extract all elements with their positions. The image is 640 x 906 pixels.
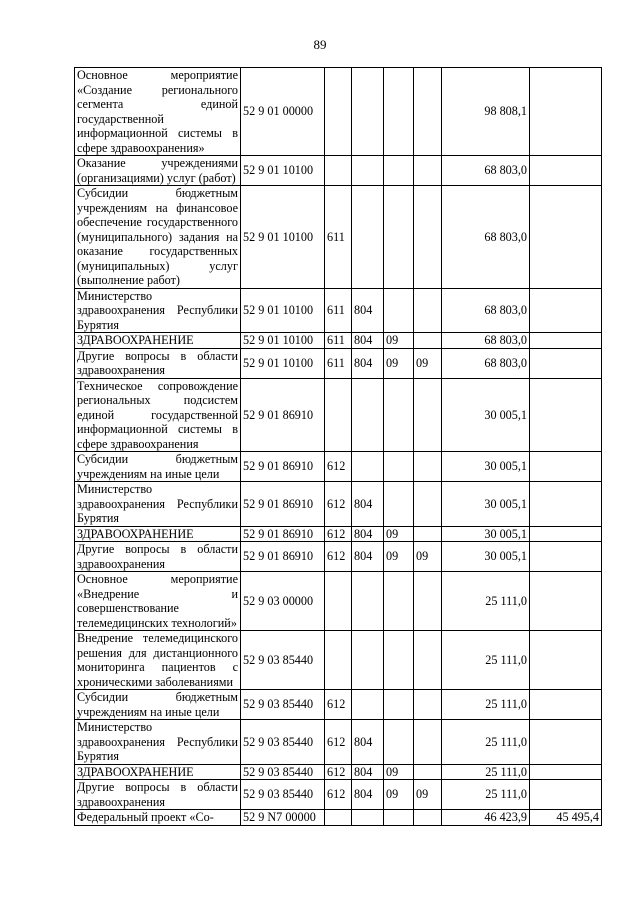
subsection-code <box>414 572 442 631</box>
ministry-code: 804 <box>352 780 384 810</box>
line-item-name: Другие вопросы в области здравоохранения <box>75 780 241 810</box>
expense-type-code: 612 <box>325 542 352 572</box>
amount-year-2 <box>530 482 602 527</box>
section-code: 09 <box>384 348 414 378</box>
amount-year-1: 68 803,0 <box>442 156 530 186</box>
section-code <box>384 720 414 765</box>
line-item-name: Субсидии бюджетным учреждениям на иные цели <box>75 690 241 720</box>
page-number: 89 <box>313 37 327 52</box>
expense-type-code: 612 <box>325 780 352 810</box>
ministry-code <box>352 452 384 482</box>
expense-type-code: 612 <box>325 452 352 482</box>
section-code <box>384 156 414 186</box>
target-article-code: 52 9 01 10100 <box>241 156 325 186</box>
table-row <box>75 68 602 156</box>
section-code <box>384 68 414 156</box>
ministry-code <box>352 186 384 289</box>
table-row <box>75 333 602 349</box>
table-row <box>75 378 602 452</box>
section-code <box>384 572 414 631</box>
subsection-code <box>414 288 442 333</box>
section-code <box>384 690 414 720</box>
table-row <box>75 452 602 482</box>
amount-year-2 <box>530 631 602 690</box>
ministry-code: 804 <box>352 348 384 378</box>
target-article-code: 52 9 01 86910 <box>241 542 325 572</box>
ministry-code: 804 <box>352 333 384 349</box>
subsection-code: 09 <box>414 542 442 572</box>
subsection-code <box>414 156 442 186</box>
amount-year-1: 30 005,1 <box>442 452 530 482</box>
subsection-code <box>414 452 442 482</box>
line-item-name: Министерство здравоохранения Республики Бурятия <box>75 288 241 333</box>
line-item-name: ЗДРАВООХРАНЕНИЕ <box>75 764 241 780</box>
section-code <box>384 482 414 527</box>
amount-year-1: 46 423,9 <box>442 810 530 826</box>
subsection-code <box>414 482 442 527</box>
table-row <box>75 186 602 289</box>
subsection-code: 09 <box>414 348 442 378</box>
subsection-code <box>414 631 442 690</box>
section-code <box>384 186 414 289</box>
table-row <box>75 288 602 333</box>
section-code <box>384 810 414 826</box>
line-item-name: Оказание учреждениями (организациями) услуг (работ) <box>75 156 241 186</box>
amount-year-2 <box>530 452 602 482</box>
target-article-code: 52 9 03 85440 <box>241 631 325 690</box>
amount-year-2 <box>530 690 602 720</box>
subsection-code: 09 <box>414 780 442 810</box>
amount-year-1: 30 005,1 <box>442 542 530 572</box>
ministry-code <box>352 572 384 631</box>
subsection-code <box>414 186 442 289</box>
amount-year-1: 25 111,0 <box>442 780 530 810</box>
section-code <box>384 631 414 690</box>
table-body <box>75 68 602 826</box>
target-article-code: 52 9 03 85440 <box>241 764 325 780</box>
section-code <box>384 378 414 452</box>
expense-type-code <box>325 68 352 156</box>
ministry-code <box>352 810 384 826</box>
amount-year-1: 68 803,0 <box>442 348 530 378</box>
amount-year-2 <box>530 542 602 572</box>
amount-year-1: 30 005,1 <box>442 482 530 527</box>
subsection-code <box>414 720 442 765</box>
expense-type-code <box>325 156 352 186</box>
expense-type-code <box>325 631 352 690</box>
section-code: 09 <box>384 780 414 810</box>
budget-table <box>74 67 602 826</box>
target-article-code: 52 9 01 10100 <box>241 333 325 349</box>
table-row <box>75 526 602 542</box>
expense-type-code: 611 <box>325 186 352 289</box>
subsection-code <box>414 333 442 349</box>
expense-type-code: 611 <box>325 288 352 333</box>
target-article-code: 52 9 03 85440 <box>241 780 325 810</box>
line-item-name: Министерство здравоохранения Республики Бурятия <box>75 482 241 527</box>
ministry-code <box>352 378 384 452</box>
target-article-code: 52 9 01 10100 <box>241 186 325 289</box>
amount-year-2 <box>530 156 602 186</box>
target-article-code: 52 9 03 00000 <box>241 572 325 631</box>
table-row <box>75 720 602 765</box>
expense-type-code: 612 <box>325 482 352 527</box>
amount-year-2 <box>530 378 602 452</box>
section-code <box>384 452 414 482</box>
section-code: 09 <box>384 764 414 780</box>
amount-year-1: 30 005,1 <box>442 526 530 542</box>
line-item-name: Техническое сопровождение региональных подсистем единой государственной информационной системы в сфере здравоохранения <box>75 378 241 452</box>
subsection-code <box>414 68 442 156</box>
expense-type-code: 612 <box>325 764 352 780</box>
expense-type-code <box>325 378 352 452</box>
target-article-code: 52 9 01 86910 <box>241 378 325 452</box>
ministry-code: 804 <box>352 482 384 527</box>
section-code: 09 <box>384 526 414 542</box>
table-row <box>75 156 602 186</box>
subsection-code <box>414 764 442 780</box>
target-article-code: 52 9 01 00000 <box>241 68 325 156</box>
table-row <box>75 348 602 378</box>
section-code: 09 <box>384 542 414 572</box>
ministry-code <box>352 156 384 186</box>
target-article-code: 52 9 01 86910 <box>241 526 325 542</box>
subsection-code <box>414 526 442 542</box>
section-code: 09 <box>384 333 414 349</box>
line-item-name: ЗДРАВООХРАНЕНИЕ <box>75 526 241 542</box>
line-item-name: Другие вопросы в области здравоохранения <box>75 348 241 378</box>
expense-type-code <box>325 572 352 631</box>
table-row <box>75 572 602 631</box>
amount-year-1: 25 111,0 <box>442 764 530 780</box>
ministry-code: 804 <box>352 288 384 333</box>
amount-year-1: 25 111,0 <box>442 720 530 765</box>
line-item-name: Другие вопросы в области здравоохранения <box>75 542 241 572</box>
expense-type-code: 612 <box>325 690 352 720</box>
amount-year-2 <box>530 68 602 156</box>
subsection-code <box>414 810 442 826</box>
amount-year-1: 30 005,1 <box>442 378 530 452</box>
amount-year-1: 25 111,0 <box>442 631 530 690</box>
amount-year-2 <box>530 780 602 810</box>
line-item-name: Внедрение телемедицинского решения для дистанционного мониторинга пациентов с хроническими заболеваниями <box>75 631 241 690</box>
ministry-code: 804 <box>352 764 384 780</box>
amount-year-1: 98 808,1 <box>442 68 530 156</box>
line-item-name: Основное мероприятие «Внедрение и совершенствование телемедицинских технологий» <box>75 572 241 631</box>
amount-year-1: 25 111,0 <box>442 572 530 631</box>
target-article-code: 52 9 01 86910 <box>241 482 325 527</box>
ministry-code: 804 <box>352 526 384 542</box>
table-row <box>75 631 602 690</box>
line-item-name: Субсидии бюджетным учреждениям на иные цели <box>75 452 241 482</box>
table-row <box>75 764 602 780</box>
target-article-code: 52 9 01 10100 <box>241 348 325 378</box>
amount-year-1: 68 803,0 <box>442 186 530 289</box>
amount-year-1: 25 111,0 <box>442 690 530 720</box>
table-row <box>75 482 602 527</box>
line-item-name: ЗДРАВООХРАНЕНИЕ <box>75 333 241 349</box>
line-item-name: Основное мероприятие «Создание регионального сегмента единой государственной информационной системы в сфере здравоохранения» <box>75 68 241 156</box>
table-row <box>75 810 602 826</box>
table-row <box>75 690 602 720</box>
amount-year-2 <box>530 333 602 349</box>
section-code <box>384 288 414 333</box>
amount-year-2 <box>530 526 602 542</box>
amount-year-2 <box>530 764 602 780</box>
subsection-code <box>414 690 442 720</box>
line-item-name: Федеральный проект «Со- <box>75 810 241 826</box>
amount-year-2 <box>530 186 602 289</box>
target-article-code: 52 9 03 85440 <box>241 720 325 765</box>
expense-type-code: 612 <box>325 720 352 765</box>
expense-type-code: 611 <box>325 333 352 349</box>
subsection-code <box>414 378 442 452</box>
ministry-code <box>352 68 384 156</box>
amount-year-2 <box>530 572 602 631</box>
table-row <box>75 780 602 810</box>
amount-year-2 <box>530 348 602 378</box>
ministry-code <box>352 631 384 690</box>
amount-year-2: 45 495,4 <box>530 810 602 826</box>
amount-year-1: 68 803,0 <box>442 333 530 349</box>
amount-year-2 <box>530 720 602 765</box>
amount-year-2 <box>530 288 602 333</box>
line-item-name: Министерство здравоохранения Республики Бурятия <box>75 720 241 765</box>
ministry-code: 804 <box>352 720 384 765</box>
target-article-code: 52 9 01 10100 <box>241 288 325 333</box>
expense-type-code <box>325 810 352 826</box>
ministry-code: 804 <box>352 542 384 572</box>
table-row <box>75 542 602 572</box>
target-article-code: 52 9 03 85440 <box>241 690 325 720</box>
target-article-code: 52 9 N7 00000 <box>241 810 325 826</box>
amount-year-1: 68 803,0 <box>442 288 530 333</box>
line-item-name: Субсидии бюджетным учреждениям на финансовое обеспечение государственного (муниципального) задания на оказание государственных (муниципальных) услуг (выполнение работ) <box>75 186 241 289</box>
expense-type-code: 611 <box>325 348 352 378</box>
expense-type-code: 612 <box>325 526 352 542</box>
target-article-code: 52 9 01 86910 <box>241 452 325 482</box>
ministry-code <box>352 690 384 720</box>
